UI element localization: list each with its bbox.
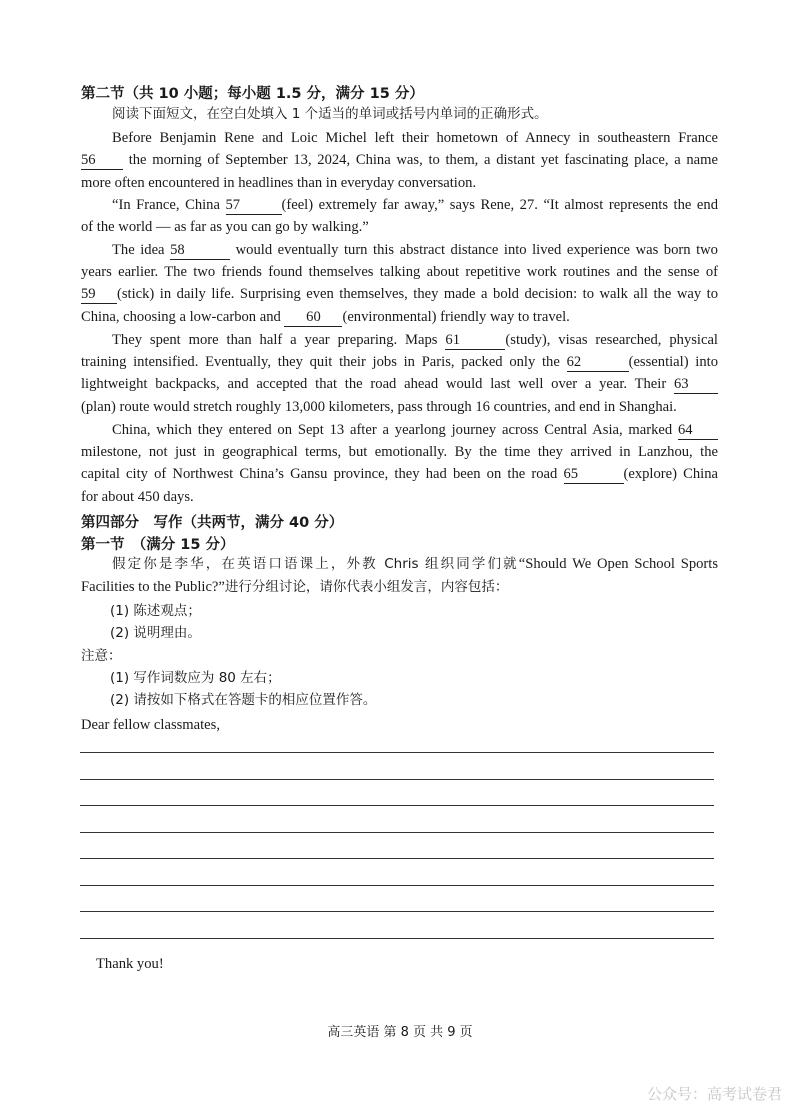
watermark: 公众号：高考试卷君	[646, 1085, 782, 1103]
blank-65[interactable]: 65	[564, 466, 624, 484]
blank-57[interactable]: 57	[226, 197, 282, 215]
blank-63[interactable]: 63	[674, 376, 718, 394]
blank-56[interactable]: 56	[81, 152, 123, 170]
passage-line: lightweight backpacks, and accepted that the road ahead would last well over a year. Their 63	[81, 373, 718, 395]
answer-line[interactable]	[80, 805, 714, 806]
answer-line[interactable]	[80, 752, 714, 753]
passage-line: milestone, not just in geographical terms, but emotionally. By the time they arrived in Lanzhou, the	[81, 444, 718, 460]
note-label: 注意：	[81, 648, 122, 664]
prompt-item-1: (1) 陈述观点；	[110, 603, 201, 619]
passage-line: 59 (stick) in daily life. Surprising even themselves, they made a bold decision: to walk all the way to	[81, 286, 718, 302]
section2-title: 第二节（共 10 小题；每小题 1.5 分，满分 15 分）	[81, 86, 424, 102]
passage-line: They spent more than half a year preparing. Maps 61 (study), visas researched, physical	[112, 332, 718, 348]
section2-instruction: 阅读下面短文，在空白处填入 1 个适当的单词或括号内单词的正确形式。	[112, 106, 548, 122]
passage-line: China, choosing a low-carbon and 60 (environmental) friendly way to travel.	[81, 309, 570, 325]
note-item-1: (1) 写作词数应为 80 左右；	[110, 670, 281, 686]
blank-59[interactable]: 59	[81, 286, 117, 304]
answer-line[interactable]	[80, 858, 714, 859]
answer-line[interactable]	[80, 779, 714, 780]
passage-line: The idea 58 would eventually turn this abstract distance into lived experience was born two	[112, 242, 718, 258]
passage-line: Before Benjamin Rene and Loic Michel left their hometown of Annecy in southeastern France	[112, 130, 718, 146]
passage-line: training intensified. Eventually, they quit their jobs in Paris, packed only the 62 (essential) into	[81, 354, 719, 370]
blank-58[interactable]: 58	[170, 242, 230, 260]
passage-line: capital city of Northwest China’s Gansu province, they had been on the road 65 (explore) China	[81, 466, 718, 482]
note-item-2: (2) 请按如下格式在答题卡的相应位置作答。	[110, 692, 377, 708]
passage-line: for about 450 days.	[81, 489, 194, 505]
passage-line: 56 the morning of September 13, 2024, China was, to them, a distant yet fascinating place, a name	[81, 152, 718, 168]
answer-line[interactable]	[80, 832, 714, 833]
blank-61[interactable]: 61	[445, 332, 505, 350]
answer-line[interactable]	[80, 938, 714, 939]
blank-64[interactable]: 64	[678, 422, 718, 440]
part4-section1-title: 第一节 （满分 15 分）	[81, 537, 235, 553]
passage-line: “In France, China 57 (feel) extremely far away,” says Rene, 27. “It almost represents the end	[112, 197, 718, 213]
passage-line: years earlier. The two friends found themselves talking about repetitive work routines and the sense of	[81, 264, 718, 280]
blank-62[interactable]: 62	[567, 354, 629, 372]
answer-line[interactable]	[80, 885, 714, 886]
passage-line: of the world — as far as you can go by walking.”	[81, 219, 369, 235]
passage-line: (plan) route would stretch roughly 13,000 kilometers, pass through 16 countries, and end in Shanghai.	[81, 399, 677, 415]
passage-line: more often encountered in headlines than in everyday conversation.	[81, 175, 477, 191]
writing-prompt-line: Facilities to the Public?”进行分组讨论，请你代表小组发言，内容包括：	[81, 579, 509, 595]
page-footer: 高三英语 第 8 页 共 9 页	[327, 1025, 473, 1040]
letter-closing: Thank you!	[96, 956, 164, 972]
writing-prompt-line: 假定你是李华，在英语口语课上，外教 Chris 组织同学们就“Should We Open School Sports	[112, 556, 719, 572]
answer-line[interactable]	[80, 911, 714, 912]
letter-salutation: Dear fellow classmates,	[81, 717, 220, 733]
passage-line: China, which they entered on Sept 13 after a yearlong journey across Central Asia, marked 64	[112, 419, 718, 441]
prompt-item-2: (2) 说明理由。	[110, 625, 201, 641]
part4-title: 第四部分 写作（共两节，满分 40 分）	[81, 515, 344, 531]
blank-60[interactable]: 60	[284, 309, 342, 327]
